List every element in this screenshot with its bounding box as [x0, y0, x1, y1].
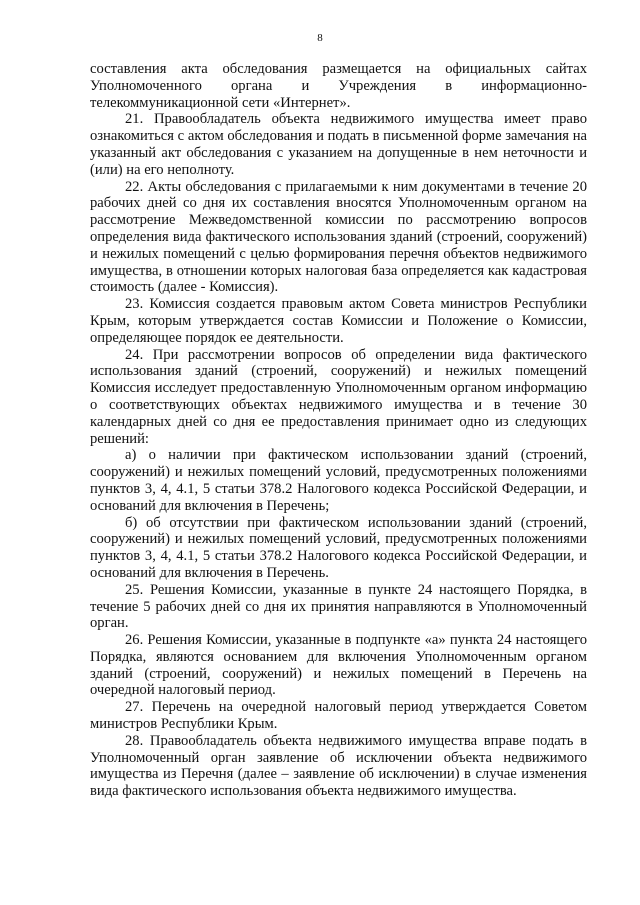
paragraph-24: 24. При рассмотрении вопросов об определении вида фактического использования зданий (строений, сооружений) и нежилых помещений Комиссия исследует предоставленную Уполномоченным органом информацию о соответствующих объектах недвижимого имущества и в течение 30 календарных дней со дня ее предоставления принимает одно из следующих решений: — [90, 346, 587, 447]
paragraph-26: 26. Решения Комиссии, указанные в подпункте «а» пункта 24 настоящего Порядка, являются основанием для включения Уполномоченным органом зданий (строений, сооружений) и нежилых помещений в Перечень на очередной налоговый период. — [90, 632, 587, 699]
paragraph-23: 23. Комиссия создается правовым актом Совета министров Республики Крым, которым утверждается состав Комиссии и Положение о Комиссии, определяющее порядок ее деятельности. — [90, 296, 587, 346]
paragraph-21: 21. Правообладатель объекта недвижимого имущества имеет право ознакомиться с актом обследования и подать в письменной форме замечания на указанный акт обследования с указанием на допущенные в нем неточности и (или) на его неполноту. — [90, 111, 587, 178]
paragraph-22: 22. Акты обследования с прилагаемыми к ним документами в течение 20 рабочих дней со дня их составления вносятся Уполномоченным органом на рассмотрение Межведомственной комиссии по рассмотрению вопросов определения вида фактического использования зданий (строений, сооружений) и нежилых помещений с целью формирования перечня объектов недвижимого имущества, в отношении которых налоговая база определяется как кадастровая стоимость (далее - Комиссия). — [90, 178, 587, 296]
paragraph-25: 25. Решения Комиссии, указанные в пункте 24 настоящего Порядка, в течение 5 рабочих дней со дня их принятия направляются в Уполномоченный орган. — [90, 581, 587, 632]
paragraph-28: 28. Правообладатель объекта недвижимого имущества вправе подать в Уполномоченный орган заявление об исключении объекта недвижимого имущества из Перечня (далее – заявление об исключении) в случае изменения вида фактического использования объекта недвижимого имущества. — [90, 732, 587, 800]
paragraph-24-b: б) об отсутствии при фактическом использовании зданий (строений, сооружений) и нежилых помещений условий, предусмотренных положениями пунктов 3, 4, 4.1, 5 статьи 378.2 Налогового кодекса Российской Федерации, и оснований для включения в Перечень. — [90, 514, 587, 581]
page-number: 8 — [317, 32, 323, 44]
paragraph-27: 27. Перечень на очередной налоговый период утверждается Советом министров Республики Крым. — [90, 699, 587, 733]
document-body — [90, 61, 587, 800]
paragraph-24-a: а) о наличии при фактическом использовании зданий (строений, сооружений) и нежилых помещений условий, предусмотренных положениями пунктов 3, 4, 4.1, 5 статьи 378.2 Налогового кодекса Российской Федерации, и оснований для включения в Перечень; — [90, 447, 587, 514]
paragraph-continuation: составления акта обследования размещается на официальных сайтах Уполномоченного органа и Учреждения в информационно-телекоммуникационной сети «Интернет». — [90, 61, 587, 111]
